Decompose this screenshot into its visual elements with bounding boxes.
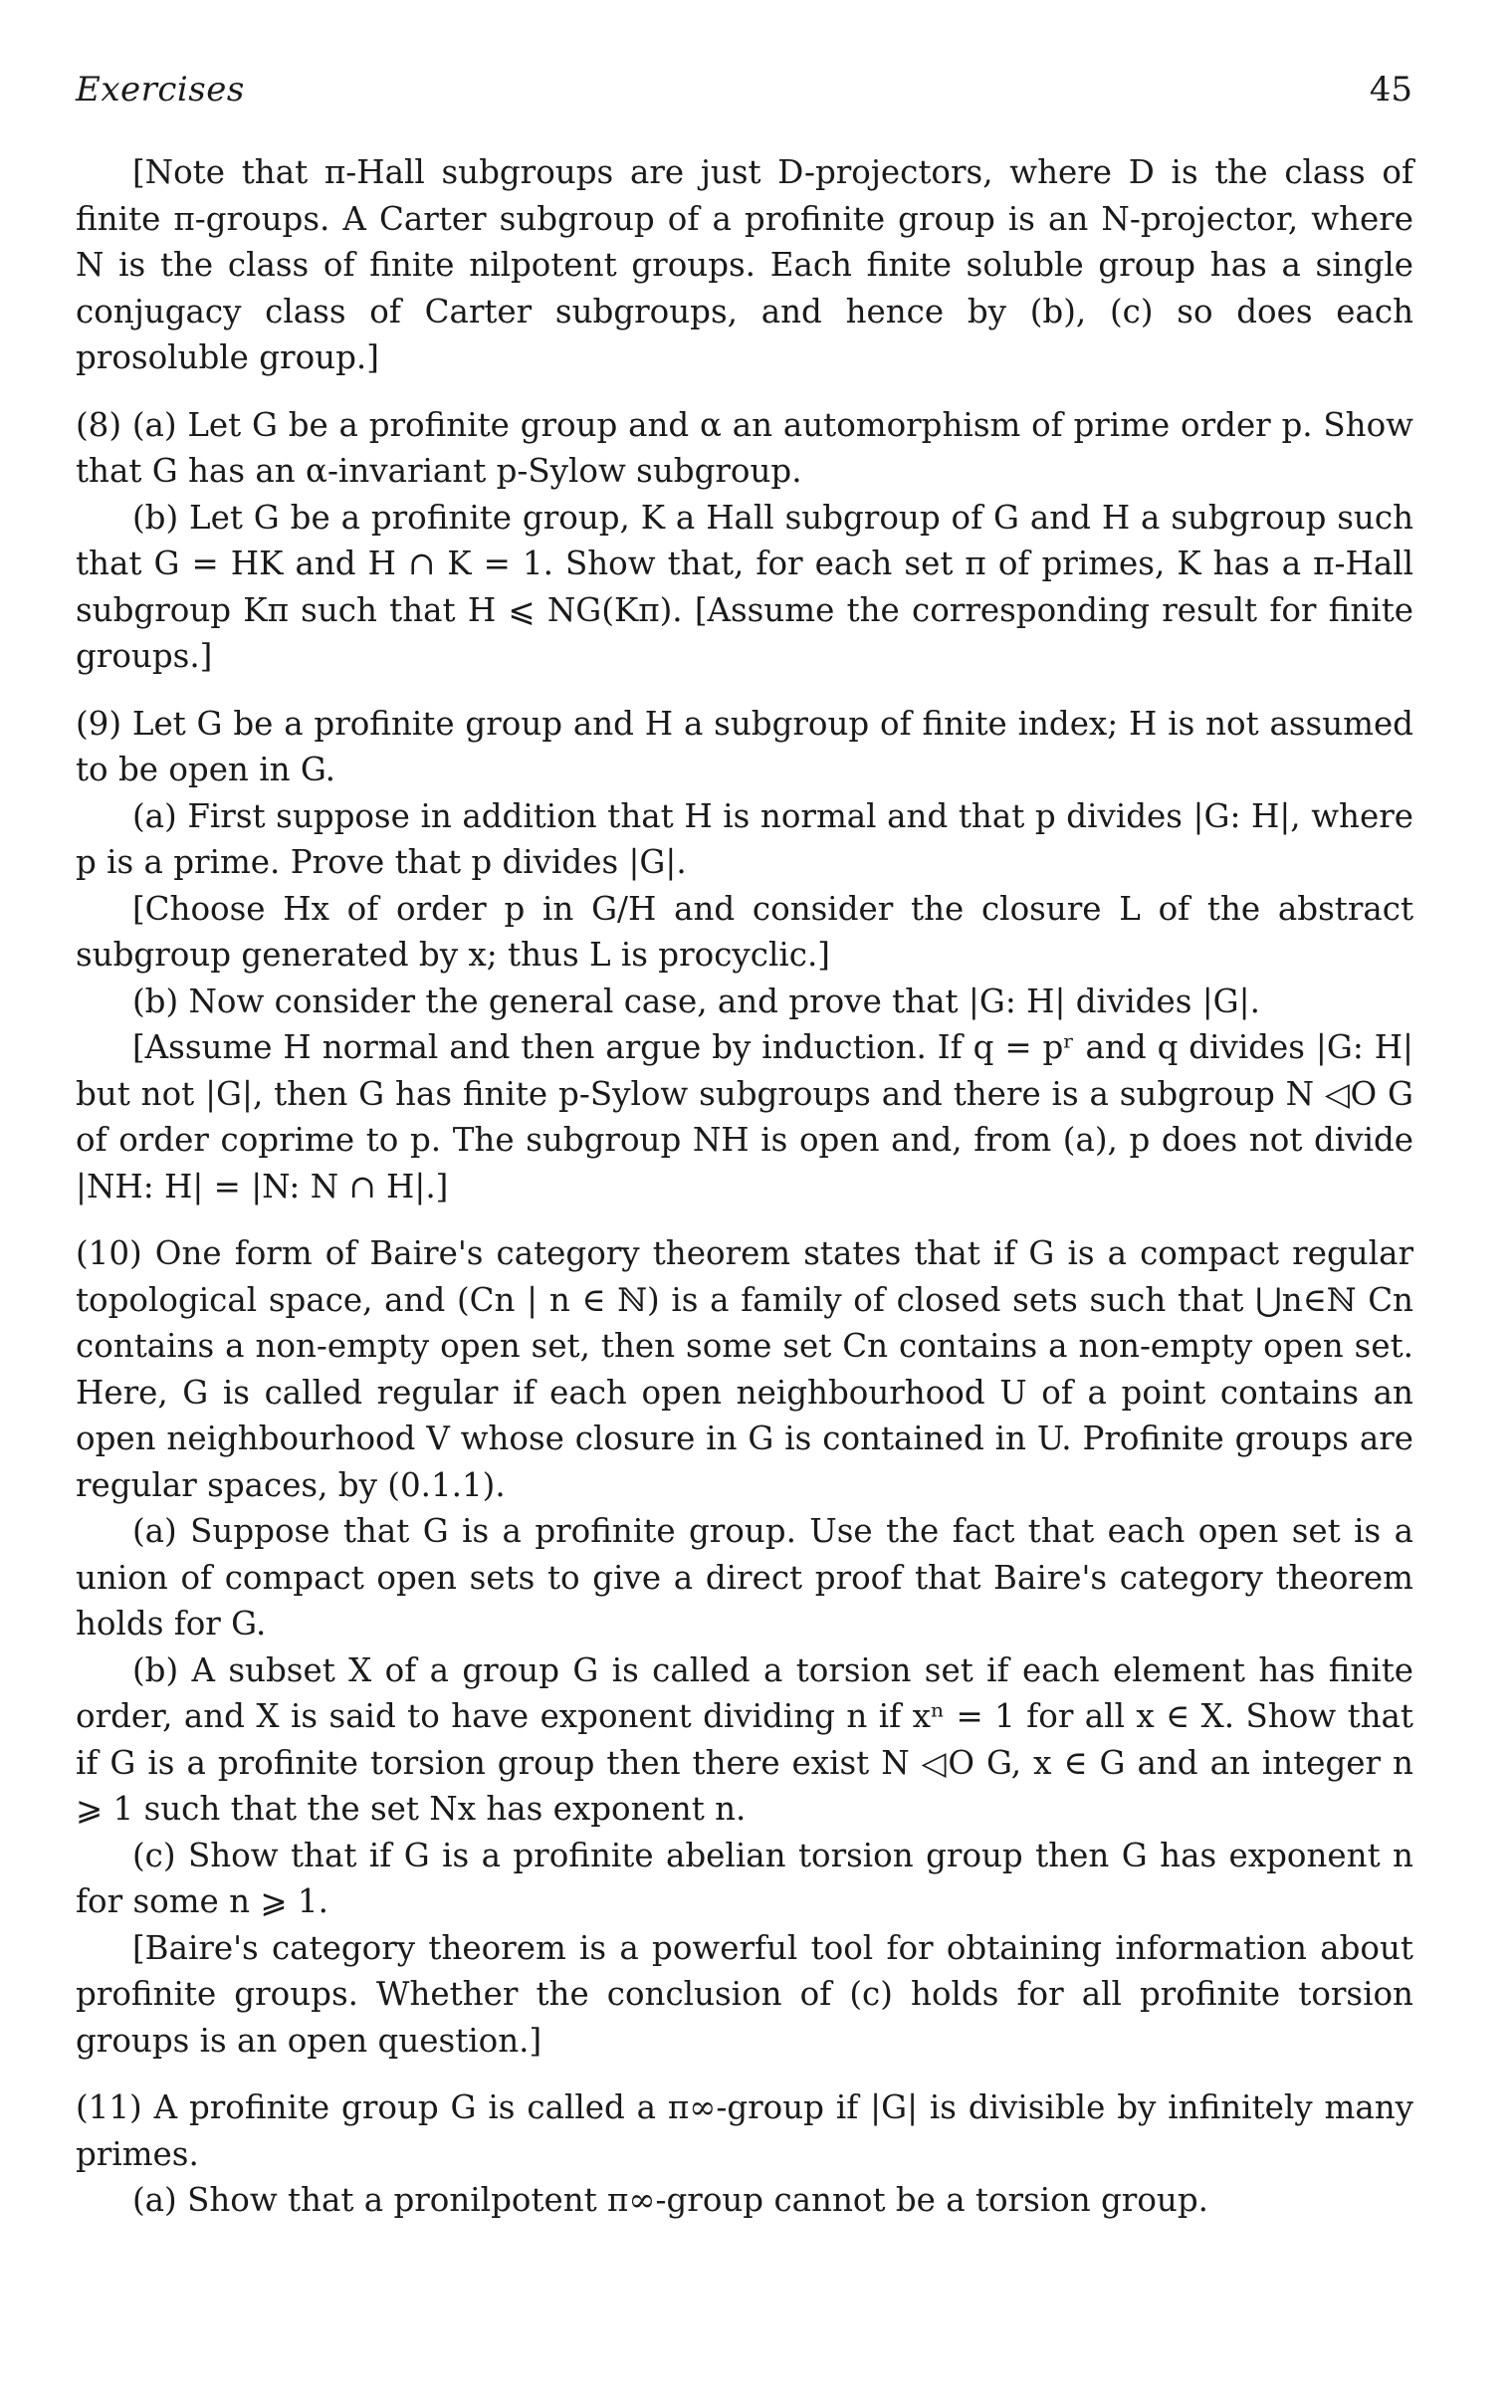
paragraph-ex-10a: (a) Suppose that G is a profinite group. Use the fact that each open set is a union of compact open sets to give a direct proof that Baire's category theorem holds for G. — [76, 1512, 1413, 1642]
page-body — [76, 149, 1413, 2224]
paragraph-ex-9: (9) Let G be a profinite group and H a subgroup of finite index; H is not assumed to be open in G. — [76, 704, 1413, 788]
paragraph-ex-8a: (8) (a) Let G be a profinite group and α an automorphism of prime order p. Show that G has an α-invariant p-Sylow subgroup. — [76, 405, 1413, 490]
paragraph-ex-8b: (b) Let G be a profinite group, K a Hall subgroup of G and H a subgroup such that G = HK and H ∩ K = 1. Show that, for each set π of primes, K has a π-Hall subgroup Kπ such that H ⩽ NG(Kπ). [Assume the corresponding result for finite groups.] — [76, 498, 1413, 675]
paragraph-ex-9b: (b) Now consider the general case, and prove that |G: H| divides |G|. — [132, 982, 1260, 1020]
paragraph-ex-10-remark: [Baire's category theorem is a powerful tool for obtaining information about profinite groups. Whether the conclusion of (c) holds for all profinite torsion groups is an open question.] — [76, 1928, 1413, 2060]
running-head — [76, 70, 1412, 109]
paragraph-ex-9a-hint: [Choose Hx of order p in G/H and consider the closure L of the abstract subgroup generated by x; thus L is procyclic.] — [76, 889, 1413, 974]
page-number: 45 — [1369, 70, 1412, 109]
paragraph-note-7: [Note that π-Hall subgroups are just D-projectors, where D is the class of finite π-groups. A Carter subgroup of a profinite group is an N-projector, where N is the class of finite nilpotent groups. Each finite soluble group has a single conjugacy class of Carter subgroups, and hence by (b), (c) so does each prosoluble group.] — [76, 153, 1413, 376]
paragraph-ex-10: (10) One form of Baire's category theorem states that if G is a compact regular topological space, and (Cn | n ∈ ℕ) is a family of closed sets such that ⋃n∈ℕ Cn contains a non-empty open set, then some set Cn contains a non-empty open set. Here, G is called regular if each open neighbourhood U of a point contains an open neighbourhood V whose closure in G is contained in U. Profinite groups are regular spaces, by (0.1.1). — [76, 1234, 1413, 1504]
paragraph-ex-10b: (b) A subset X of a group G is called a torsion set if each element has finite order, and X is said to have exponent dividing n if xⁿ = 1 for all x ∈ X. Show that if G is a profinite torsion group then there exist N ◁O G, x ∈ G and an integer n ⩾ 1 such that the set Nx has exponent n. — [76, 1650, 1413, 1828]
paragraph-ex-11a: (a) Show that a pronilpotent π∞-group cannot be a torsion group. — [132, 2181, 1208, 2219]
paragraph-ex-9b-hint: [Assume H normal and then argue by induction. If q = pʳ and q divides |G: H| but not |G|, then G has finite p-Sylow subgroups and there is a subgroup N ◁O G of order coprime to p. The subgroup NH is open and, from (a), p does not divide |NH: H| = |N: N ∩ H|.] — [76, 1028, 1413, 1205]
running-title: Exercises — [76, 70, 245, 109]
paragraph-ex-10c: (c) Show that if G is a profinite abelian torsion group then G has exponent n for some n ⩾ 1. — [76, 1836, 1413, 1920]
paragraph-ex-9a: (a) First suppose in addition that H is normal and that p divides |G: H|, where p is a prime. Prove that p divides |G|. — [76, 796, 1413, 881]
paragraph-ex-11: (11) A profinite group G is called a π∞-group if |G| is divisible by infinitely many primes. — [76, 2088, 1413, 2173]
